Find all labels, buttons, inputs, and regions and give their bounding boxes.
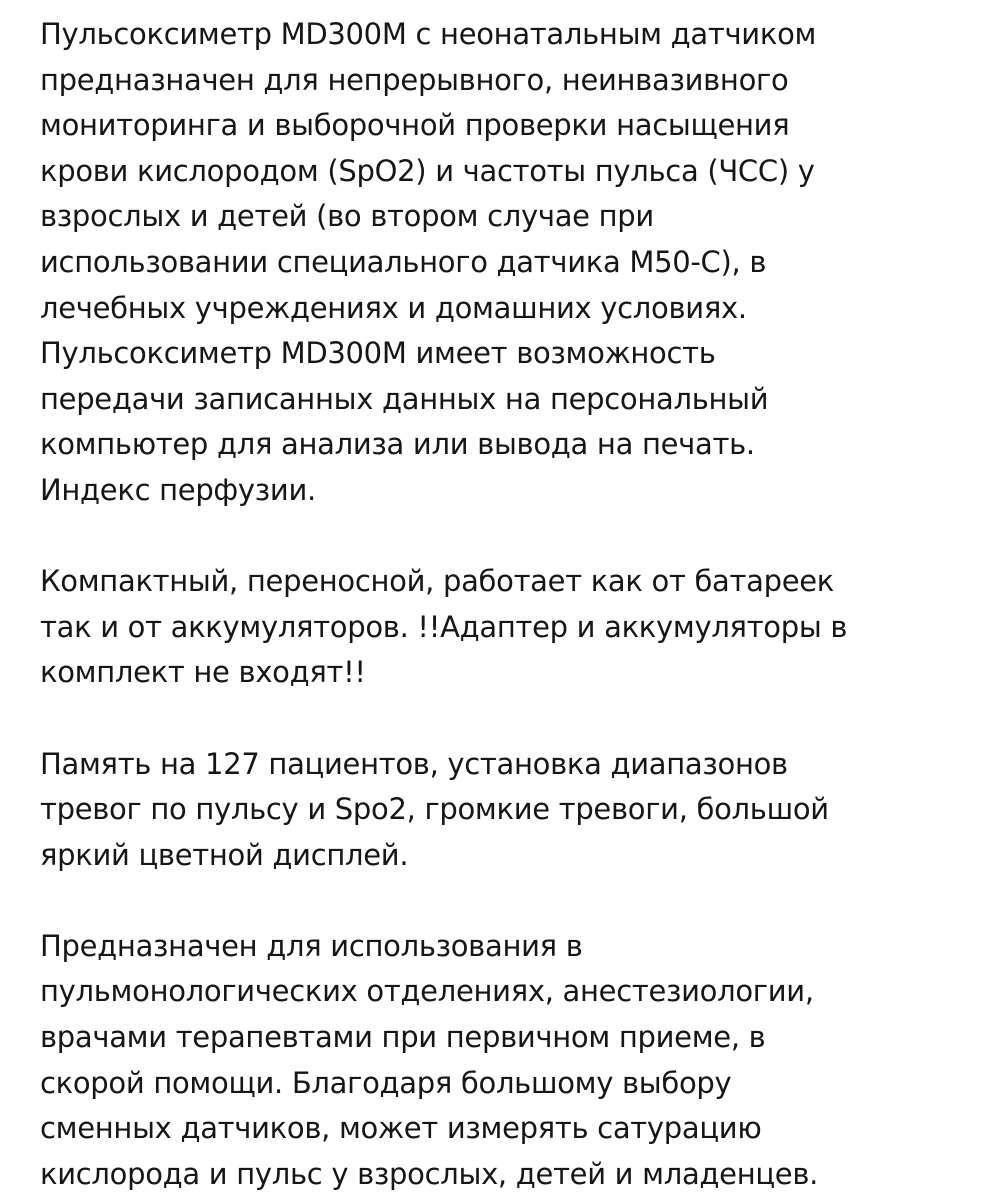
text-line: использовании специального датчика M50-C), в [40,244,767,279]
paragraph-power [40,559,980,696]
text-line: взрослых и детей (во втором случае при [40,199,654,234]
text-line: мониторинга и выборочной проверки насыщения [40,108,790,143]
text-line: лечебных учреждениях и домашних условиях. [40,290,747,325]
text-line: передачи записанных данных на персональный [40,381,769,416]
text-line: крови кислородом (SpO2) и частоты пульса (ЧСС) у [40,153,815,188]
text-line: комплект не входят!! [40,655,366,690]
paragraph-usage [40,924,980,1197]
text-line: предназначен для непрерывного, неинвазивного [40,62,789,97]
text-line: сменных датчиков, может измерять сатурацию [40,1111,762,1146]
text-line: кислорода и пульс у взрослых, детей и младенцев. [40,1156,819,1191]
text-line: так и от аккумуляторов. !!Адаптер и аккумуляторы в [40,609,848,644]
product-description [40,12,980,1197]
text-line: тревог по пульсу и Spo2, громкие тревоги, большой [40,792,829,827]
text-line: Пульсоксиметр MD300M имеет возможность [40,336,716,371]
text-line: Пульсоксиметр MD300M с неонатальным датчиком [40,17,817,51]
text-line: Компактный, переносной, работает как от батареек [40,564,835,599]
text-line: компьютер для анализа или вывода на печать. [40,427,755,462]
paragraph-features [40,742,980,879]
text-line: яркий цветной дисплей. [40,837,409,872]
text-line: скорой помощи. Благодаря большому выбору [40,1065,732,1100]
text-line: Память на 127 пациентов, установка диапазонов [40,746,788,781]
paragraph-intro [40,12,980,514]
cropped-next-line [40,1180,980,1194]
text-line: врачами терапевтами при первичном приеме, в [40,1020,766,1055]
text-line: пульмонологических отделениях, анестезиологии, [40,974,814,1009]
text-line: Предназначен для использования в [40,928,583,963]
text-line: Индекс перфузии. [40,472,316,507]
